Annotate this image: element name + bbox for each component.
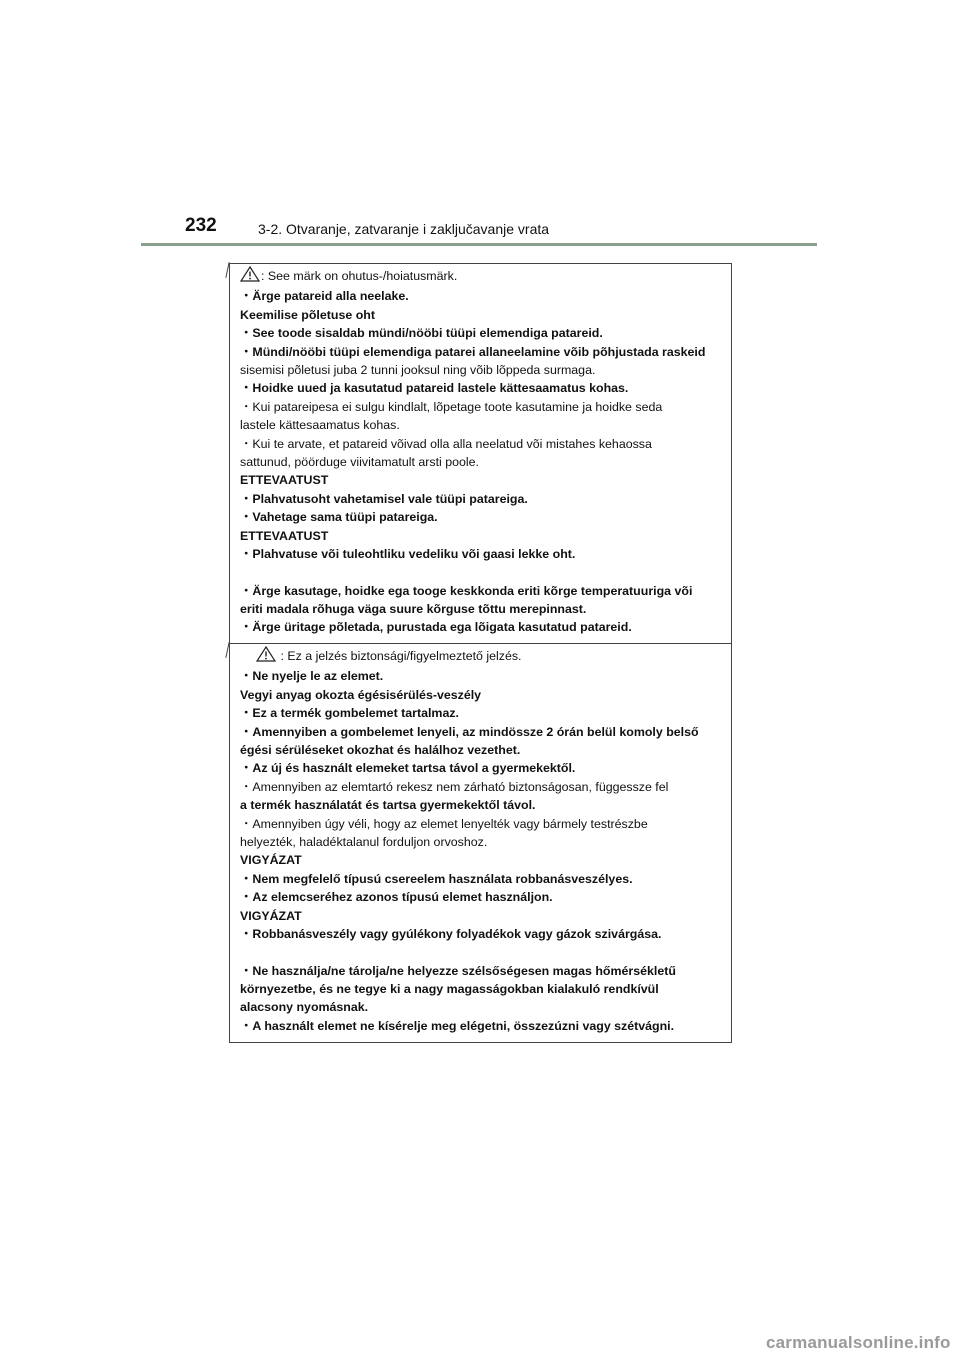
text-line: ・Robbanásveszély vagy gyúlékony folyadékok vagy gázok szivárgása. <box>240 927 662 942</box>
text-line: égési sérüléseket okozhat és halálhoz vezethet. <box>240 743 521 758</box>
text-line: ・Kui patareipesa ei sulgu kindlalt, lõpetage toote kasutamine ja hoidke seda <box>240 399 663 414</box>
text-line: ・See toode sisaldab mündi/nööbi tüüpi elemendiga patareid. <box>240 326 603 341</box>
text-line: ・Ne használja/ne tárolja/ne helyezze szélsőségesen magas hőmérsékletű <box>240 963 676 978</box>
text-line: eriti madala rõhuga väga suure kõrguse tõttu merepinnast. <box>240 601 587 616</box>
blank-line <box>240 564 723 582</box>
text-line: ・Mündi/nööbi tüüpi elemendiga patarei allaneelamine võib põhjustada raskeid <box>240 344 706 359</box>
estonian-symbol-line: : See märk on ohutus-/hoiatusmärk. <box>240 266 723 287</box>
text-line: ETTEVAATUST <box>240 473 329 488</box>
text-line: ・Ärge üritage põletada, purustada ega lõigata kasutatud patareid. <box>240 620 632 635</box>
text-line: ・Ez a termék gombelemet tartalmaz. <box>240 706 459 721</box>
text-line: helyezték, haladéktalanul forduljon orvoshoz. <box>240 835 488 850</box>
text-line: ・Nem megfelelő típusú csereelem használata robbanásveszélyes. <box>240 871 633 886</box>
warning-triangle-icon <box>256 646 276 667</box>
text-line: Vegyi anyag okozta égésisérülés-veszély <box>240 687 482 702</box>
text-line: Keemilise põletuse oht <box>240 307 375 322</box>
text-line: ・Hoidke uued ja kasutatud patareid lastele kättesaamatus kohas. <box>240 381 629 396</box>
text-line: ・Plahvatusoht vahetamisel vale tüüpi patareiga. <box>240 491 528 506</box>
text-line: ・Ne nyelje le az elemet. <box>240 669 384 684</box>
text-line: alacsony nyomásnak. <box>240 1000 369 1015</box>
text-line: sisemisi põletusi juba 2 tunni jooksul ning võib lõppeda surmaga. <box>240 363 596 378</box>
page-number: 232 <box>185 215 217 236</box>
text-line: ・Vahetage sama tüüpi patareiga. <box>240 510 438 525</box>
hungarian-symbol-line: : Ez a jelzés biztonsági/figyelmeztető jelzés. <box>240 646 723 667</box>
text-line: ・Az elemcseréhez azonos típusú elemet használjon. <box>240 890 553 905</box>
text-line: VIGYÁZAT <box>240 853 302 868</box>
scanned-label-box <box>229 258 732 1046</box>
text-line: ・Ärge kasutage, hoidke ega tooge keskkonda eriti kõrge temperatuuriga või <box>240 583 693 598</box>
text-line: a termék használatát és tartsa gyermekektől távol. <box>240 798 536 813</box>
text-line: ・Amennyiben az elemtartó rekesz nem zárható biztonságosan, függessze fel <box>240 779 669 794</box>
text-line: ・Amennyiben úgy véli, hogy az elemet lenyelték vagy bármely testrészbe <box>240 816 648 831</box>
header-rule <box>141 243 817 246</box>
text-line: sattunud, pöörduge viivitamatult arsti poole. <box>240 455 480 470</box>
warning-triangle-icon <box>240 266 260 287</box>
text-line: ・A használt elemet ne kísérelje meg elégetni, összezúzni vagy szétvágni. <box>240 1018 675 1033</box>
text-line: VIGYÁZAT <box>240 908 302 923</box>
blank-line <box>240 944 723 962</box>
estonian-lines <box>240 287 723 636</box>
text-line: ・Az új és használt elemeket tartsa távol a gyermekektől. <box>240 761 576 776</box>
hungarian-warning-panel <box>229 643 732 1043</box>
text-line: ETTEVAATUST <box>240 528 329 543</box>
text-line: ・Amennyiben a gombelemet lenyeli, az mindössze 2 órán belül komoly belső <box>240 724 699 739</box>
text-line: ・Kui te arvate, et patareid võivad olla alla neelatud või mistahes kehaossa <box>240 436 652 451</box>
text-line: környezetbe, és ne tegye ki a nagy magasságokban kialakuló rendkívül <box>240 981 659 996</box>
text-line: ・Ärge patareid alla neelake. <box>240 289 409 304</box>
text-line: lastele kättesaamatus kohas. <box>240 418 400 433</box>
text-line: ・Plahvatuse või tuleohtliku vedeliku või gaasi lekke oht. <box>240 547 576 562</box>
estonian-warning-panel <box>229 263 732 643</box>
watermark: carmanualsonline.info <box>766 1333 951 1352</box>
chapter-title: 3-2. Otvaranje, zatvaranje i zaključavanje vrata <box>258 221 550 237</box>
hungarian-lines <box>240 667 723 1035</box>
